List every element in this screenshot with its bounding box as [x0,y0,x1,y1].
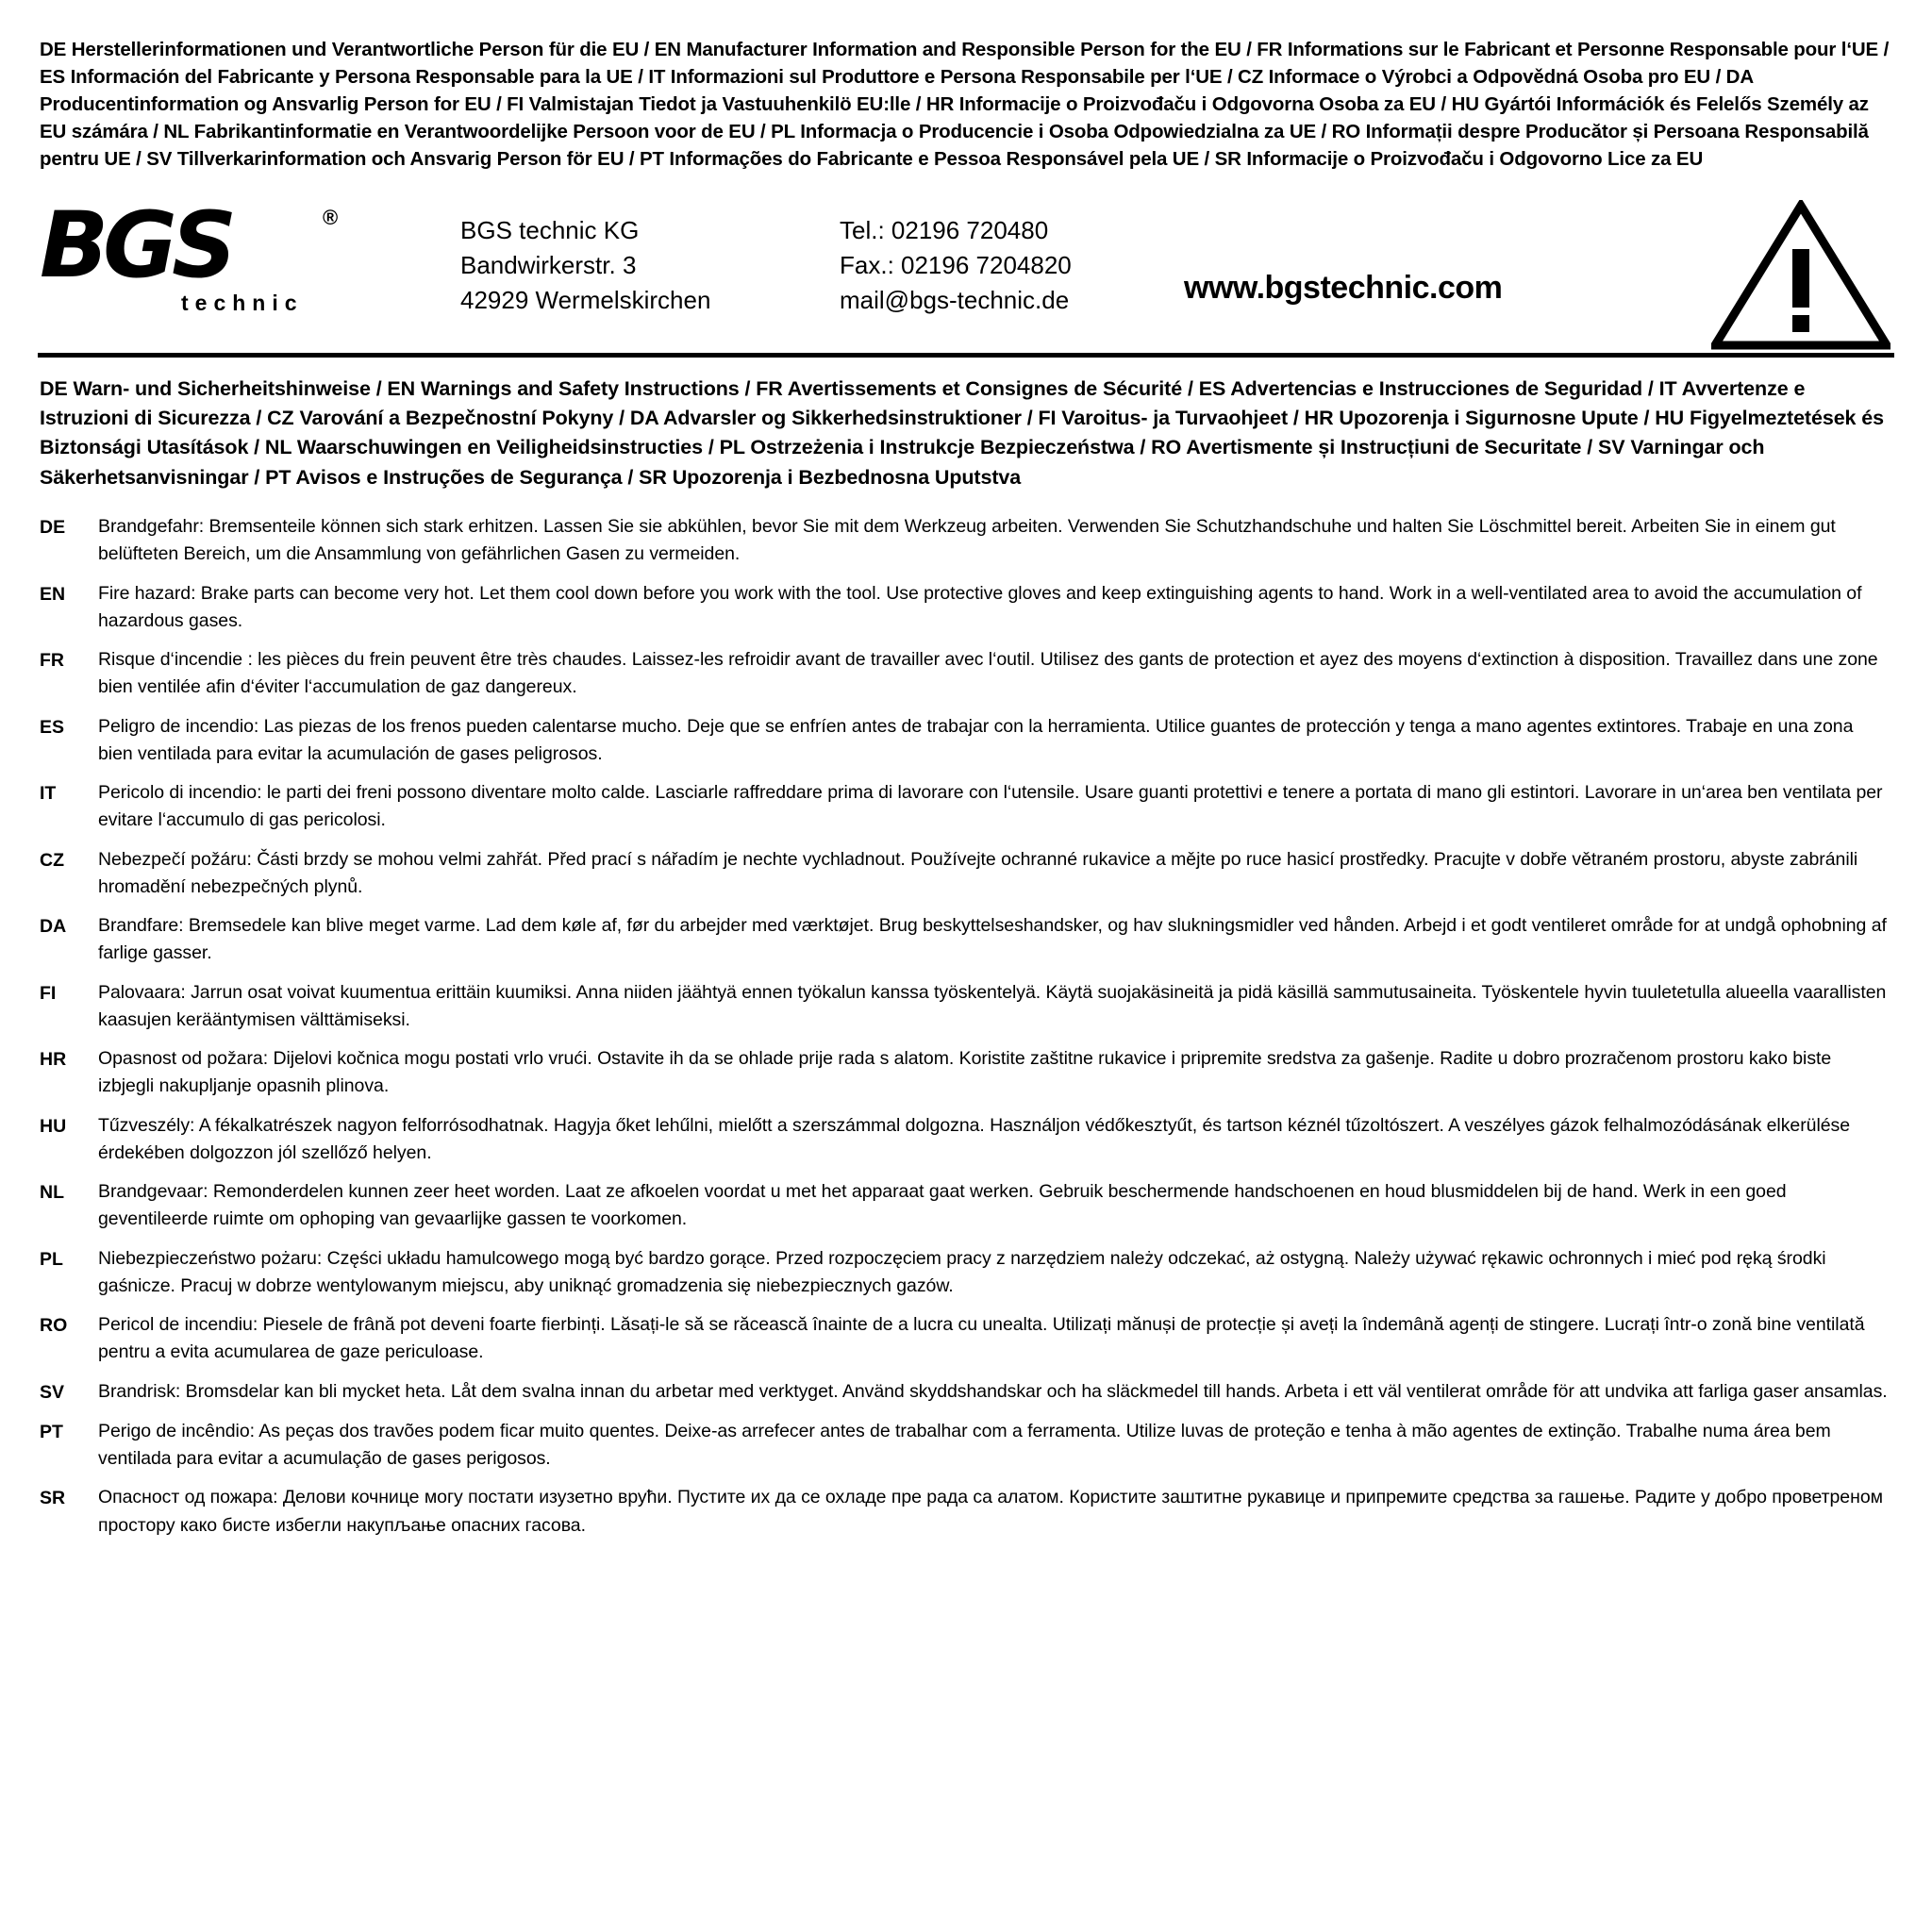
warning-text: Fire hazard: Brake parts can become very hot. Let them cool down before you work with the tool. Use protective gloves and keep extinguishing agents to hand. Work in a well-ventilated area to avoid the accumulation of hazardous gases. [98,582,1862,631]
warning-row [38,713,1894,769]
company-website[interactable]: www.bgstechnic.com [1184,269,1503,306]
warning-text: Brandfare: Bremsedele kan blive meget varme. Lad dem køle af, før du arbejder med værktøjet. Brug beskyttelseshandsker, og hav slukningsmidler ved hånden. Arbejd i et godt ventileret område for at undgå ophobning af farlige gasser. [98,915,1887,964]
company-address [460,213,710,319]
warning-row [38,1178,1894,1234]
section-title-warnings: DE Warn- und Sicherheitshinweise / EN Warnings and Safety Instructions / FR Avertissements et Consignes de Sécurité / ES Advertencias e Instrucciones de Seguridad / IT Avvertenze e Istruzioni di Sicurezza / CZ Varování a Bezpečnostní Pokyny / DA Advarsler og Sikkerhedsinstruktioner / FI Varoitus- ja Turvaohjeet / HR Upozorenja i Sigurnosne Upute / HU Figyelmeztetések és Biztonsági Utasítások / NL Waarschuwingen en Veiligheidsinstructies / PL Ostrzeżenia i Instrukcje Bezpieczeństwa / RO Avertismente și Instrucțiuni de Securitate / SV Varningar och Säkerhetsanvisningar / PT Avisos e Instruções de Segurança / SR Upozorenja i Bezbednosna Uputstva [40,376,1885,489]
warning-text: Pericolo di incendio: le parti dei freni possono diventare molto calde. Lasciarle raffreddare prima di lavorare con l‘utensile. Usare guanti protettivi e tenere a portata di mano gli estintori. Lavorare in un‘area ben ventilata per evitare l‘accumulo di gas pericolosi. [98,782,1883,831]
language-code: CZ [40,849,64,871]
warning-text: Palovaara: Jarrun osat voivat kuumentua erittäin kuumiksi. Anna niiden jäähtyä ennen työkalun kanssa työskentelyä. Käytä suojakäsineitä ja pidä käsillä sammutusaineita. Työskentele hyvin tuuletetulla alueella vaarallisten kaasujen kerääntymisen välttämiseksi. [98,981,1887,1030]
company-name: BGS technic KG [460,215,640,244]
language-code: PL [40,1248,63,1270]
language-code: IT [40,783,57,805]
language-code: HU [40,1115,67,1137]
logo-wordmark: BGS [40,192,232,298]
language-code: EN [40,583,66,605]
warning-text: Niebezpieczeństwo pożaru: Części układu hamulcowego mogą być bardzo gorące. Przed rozpoczęciem pracy z narzędziem należy odczekać, aż ostygną. Należy używać rękawic ochronnych i mieć pod ręką środki gaśnicze. Pracuj w dobrze wentylowanym miejscu, aby uniknąć gromadzenia się niebezpiecznych gazów. [98,1247,1826,1296]
registered-trademark-icon: ® [323,205,339,229]
warning-row [38,1418,1894,1474]
warning-triangle-icon [1711,200,1890,351]
multilingual-header: DE Herstellerinformationen und Verantwortliche Person für die EU / EN Manufacturer Information and Responsible Person for the EU / FR Informations sur le Fabricant et Personne Responsable pour l‘UE / ES Información del Fabricante y Persona Responsable para la UE / IT Informazioni sul Produttore e Persona Responsabile per l‘UE / CZ Informace o Výrobci a Odpovědná Osoba pro EU / DA Producentinformation og Ansvarlig Person for EU / FI Valmistajan Tiedot ja Vastuuhenkilö EU:lle / HR Informacije o Proizvođaču i Odgovorna Osoba za EU / HU Gyártói Információk és Felelős Személy az EU számára / NL Fabrikantinformatie en Verantwoordelijke Persoon voor de EU / PL Informacja o Producencie i Osoba Odpowiedzialna za UE / RO Informații despre Producător și Persoana Responsabilă pentru UE / SV Tillverkarinformation och Ansvarig Person för EU / PT Informações do Fabricante e Pessoa Responsável pela UE / SR Informacije o Proizvođaču i Odgovorno Lice za EU [40,39,1890,171]
warning-row [38,779,1894,835]
warning-row [38,580,1894,636]
warning-row [38,1484,1894,1540]
warning-text: Perigo de incêndio: As peças dos travões podem ficar muito quentes. Deixe-as arrefecer antes de trabalhar com a ferramenta. Utilize luvas de proteção e tenha à mão agentes de extinção. Trabalhe numa área bem ventilada para evitar a acumulação de gases perigosos. [98,1420,1831,1470]
language-code: SR [40,1488,66,1509]
language-code: FR [40,650,64,672]
warning-row [38,1045,1894,1101]
warning-row [38,1311,1894,1367]
company-email[interactable]: mail@bgs-technic.de [840,286,1070,315]
company-contact [840,213,1072,319]
language-code: SV [40,1381,65,1403]
logo-subtitle: technic [181,290,304,315]
warning-row [38,513,1894,569]
warning-text: Опасност од пожара: Делови кочнице могу постати изузетно врући. Пустите их да се охладе пре рада са алатом. Користите заштитне рукавице и припремите средства за гашење. Радите у добро проветреном простору како бисте избегли накупљање опасних гасова. [98,1487,1883,1536]
language-code: NL [40,1182,64,1204]
company-phone: Tel.: 02196 720480 [840,215,1049,244]
company-street: Bandwirkerstr. 3 [460,250,637,279]
warning-text: Nebezpečí požáru: Části brzdy se mohou velmi zahřát. Před prací s nářadím je nechte vychladnout. Používejte ochranné rukavice a mějte po ruce hasicí prostředky. Pracujte v dobře větraném prostoru, abyste zabránili hromadění nebezpečných plynů. [98,848,1858,897]
warning-text: Peligro de incendio: Las piezas de los frenos pueden calentarse mucho. Deje que se enfríen antes de trabajar con la herramienta. Utilice guantes de protección y tenga a mano agentes extintores. Trabaje en una zona bien ventilada para evitar la acumulación de gases peligrosos. [98,715,1854,764]
warning-row [38,1112,1894,1168]
language-code: DE [40,517,66,539]
language-code: DA [40,916,67,938]
company-header-bar [38,183,1894,358]
warning-text: Brandgefahr: Bremsenteile können sich stark erhitzen. Lassen Sie sie abkühlen, bevor Sie mit dem Werkzeug arbeiten. Verwenden Sie Schutzhandschuhe und halten Sie Löschmittel bereit. Arbeiten Sie in einem gut belüfteten Bereich, um die Ansammlung von gefährlichen Gasen zu vermeiden. [98,516,1836,565]
warning-row [38,1378,1894,1407]
company-city: 42929 Wermelskirchen [460,286,711,315]
warning-row [38,979,1894,1035]
warning-text: Opasnost od požara: Dijelovi kočnica mogu postati vrlo vrući. Ostavite ih da se ohlade prije rada s alatom. Koristite zaštitne rukavice i pripremite sredstva za gašenje. Radite u dobro prozračenom prostoru kako biste izbjegli nakupljanje opasnih plinova. [98,1048,1832,1097]
warning-text: Risque d‘incendie : les pièces du frein peuvent être très chaudes. Laissez-les refroidir avant de travailler avec l‘outil. Utilisez des gants de protection et ayez des moyens d‘extinction à disposition. Travaillez dans une zone bien ventilée afin d‘éviter l‘accumulation de gaz dangereux. [98,649,1878,698]
bgs-logo [40,192,351,332]
warning-row [38,846,1894,902]
warning-row [38,1245,1894,1301]
company-fax: Fax.: 02196 7204820 [840,250,1072,279]
language-code: ES [40,716,65,738]
warning-row [38,646,1894,702]
warning-text: Tűzveszély: A fékalkatrészek nagyon felforrósodhatnak. Hagyja őket lehűlni, mielőtt a szerszámmal dolgozna. Használjon védőkesztyűt, és tartson kéznél tűzoltószert. A veszélyes gázok felhalmozódásának elkerülése érdekében dolgozzon jól szellőző helyen. [98,1114,1851,1163]
warning-text: Pericol de incendiu: Piesele de frână pot deveni foarte fierbinți. Lăsați-le să se răcească înainte de a lucra cu unealta. Utilizați mănuși de protecție și aveți la îndemână agenți de stingere. Lucrați într-o zonă bine ventilată pentru a evita acumularea de gaze periculoase. [98,1314,1865,1363]
warning-text: Brandrisk: Bromsdelar kan bli mycket heta. Låt dem svalna innan du arbetar med verktyget. Använd skyddshandskar och ha släckmedel till hands. Arbeta i ett väl ventilerat område för att undvika att farliga gaser ansamlas. [98,1380,1888,1402]
warning-text: Brandgevaar: Remonderdelen kunnen zeer heet worden. Laat ze afkoelen voordat u met het apparaat gaat werken. Gebruik beschermende handschoenen en houd blusmiddelen bij de hand. Werk in een goed geventileerde ruimte om ophoping van gevaarlijke gassen te voorkomen. [98,1181,1787,1230]
warning-row [38,912,1894,968]
language-code: HR [40,1049,67,1071]
language-code: PT [40,1421,63,1442]
language-code: RO [40,1315,68,1337]
language-code: FI [40,982,57,1004]
